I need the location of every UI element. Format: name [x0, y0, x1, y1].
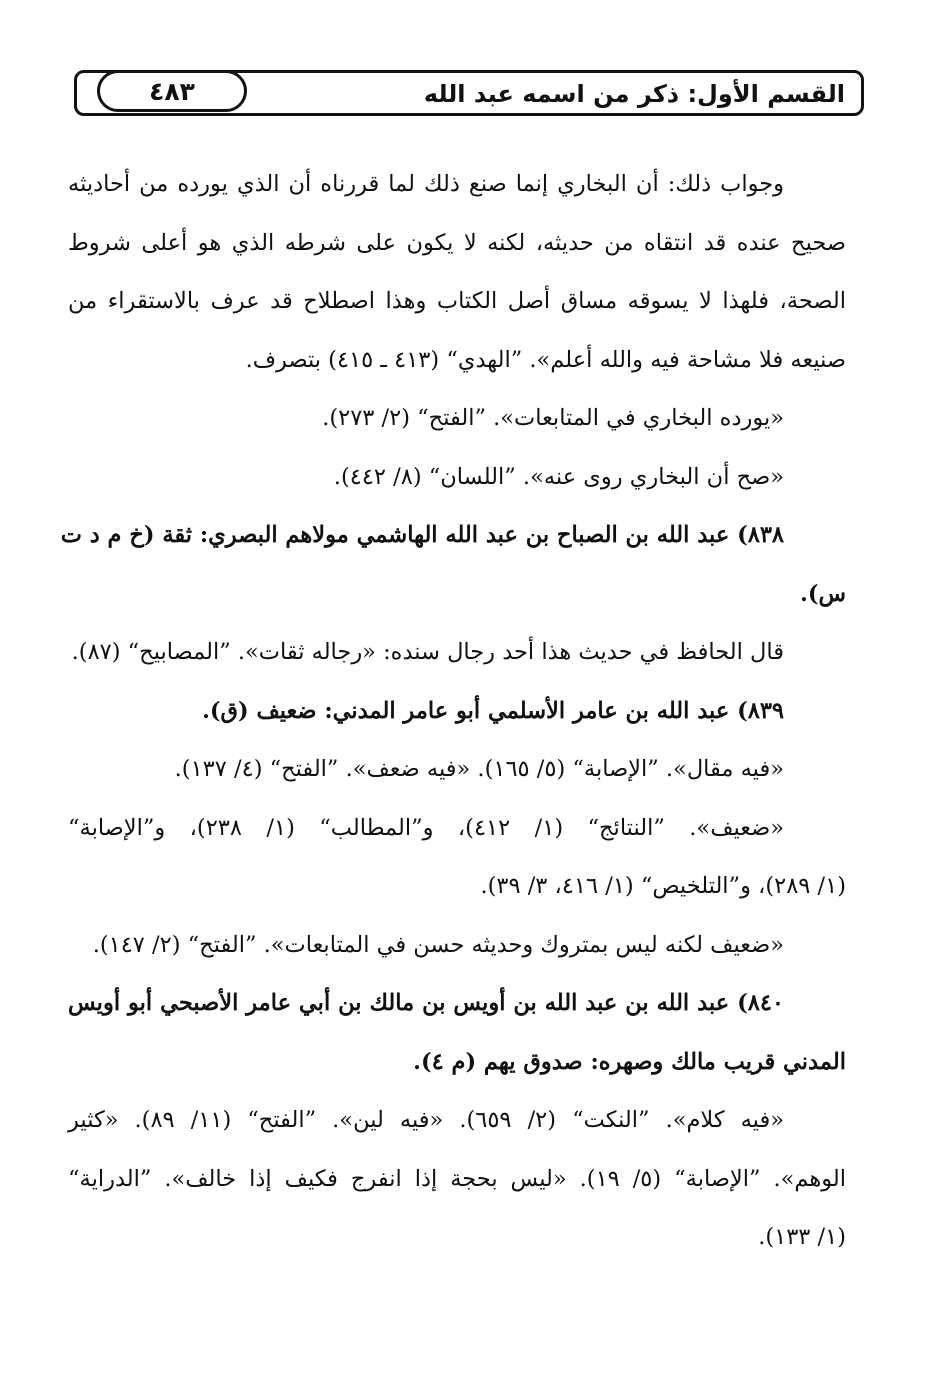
- entry-heading: المدني قريب مالك وصهره: صدوق يهم (م ٤).: [413, 1048, 846, 1075]
- text-line: «ضعيف». ”النتائج“ (١/ ٤١٢)، و”المطالب“ (١/ ٢٣٨)، و”الإصابة“: [68, 814, 784, 841]
- page-number: ٤٨٣: [149, 76, 195, 106]
- entry-heading: ٨٤٠) عبد الله بن عبد الله بن أويس بن مالك بن أبي عامر الأصبحي أبو أويس: [68, 990, 784, 1016]
- text-line: وجواب ذلك: أن البخاري إنما صنع ذلك لما قررناه أن الذي يورده من أحاديثه: [68, 171, 784, 197]
- running-header: [74, 70, 864, 116]
- entry-heading: ٨٣٩) عبد الله بن عامر الأسلمي أبو عامر المدني: ضعيف (ق).: [202, 697, 784, 724]
- text-line: الصحة، فلهذا لا يسوقه مساق أصل الكتاب وهذا اصطلاح قد عرف بالاستقراء من: [68, 288, 846, 314]
- entry-heading: س).: [800, 580, 846, 607]
- text-line: «يورده البخاري في المتابعات». ”الفتح“ (٢/ ٢٧٣).: [322, 405, 784, 431]
- text-line: صنيعه فلا مشاحة فيه والله أعلم». ”الهدي“ (٤١٣ ـ ٤١٥) بتصرف.: [245, 346, 846, 373]
- text-line: (١/ ١٣٣).: [758, 1224, 846, 1250]
- text-line: قال الحافظ في حديث هذا أحد رجال سنده: «رجاله ثقات». ”المصابيح“ (٨٧).: [71, 639, 784, 665]
- page-number-badge: [97, 70, 247, 112]
- text-line: صحيح عنده قد انتقاه من حديثه، لكنه لا يكون على شرطه الذي هو أعلى شروط: [68, 229, 846, 256]
- entry-heading: ٨٣٨) عبد الله بن الصباح بن عبد الله الهاشمي مولاهم البصري: ثقة (خ م د ت: [60, 522, 784, 548]
- text-line: (١/ ٢٨٩)، و”التلخيص“ (١/ ٤١٦، ٣/ ٣٩).: [480, 873, 846, 899]
- body-text: [60, 168, 846, 1280]
- text-line: الوهم». ”الإصابة“ (٥/ ١٩). «ليس بحجة إذا انفرج فكيف إذا خالف». ”الدراية“: [68, 1165, 846, 1192]
- text-line: «ضعيف لكنه ليس بمتروك وحديثه حسن في المتابعات». ”الفتح“ (٢/ ١٤٧).: [92, 931, 784, 958]
- text-line: «فيه كلام». ”النكت“ (٢/ ٦٥٩). «فيه لين». ”الفتح“ (١١/ ٨٩). «كثير: [68, 1107, 784, 1133]
- text-line: «فيه مقال». ”الإصابة“ (٥/ ١٦٥). «فيه ضعف». ”الفتح“ (٤/ ١٣٧).: [174, 756, 784, 782]
- text-line: «صح أن البخاري روى عنه». ”اللسان“ (٨/ ٤٤٢).: [333, 463, 784, 490]
- header-title: القسم الأول: ذكر من اسمه عبد الله: [423, 80, 845, 108]
